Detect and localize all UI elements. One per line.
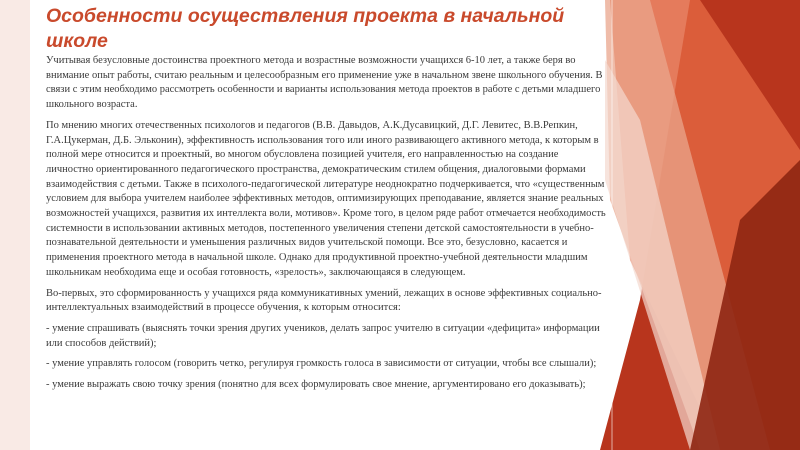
list-item-voice: - умение управлять голосом (говорить четко, регулируя громкость голоса в зависимости от ситуации, чтобы все слышали); xyxy=(46,358,597,370)
slide-body-text xyxy=(46,54,606,399)
list-item-opinion: - умение выражать свою точку зрения (понятно для всех формулировать свое мнение, аргументировано его доказывать); xyxy=(46,379,586,391)
body-paragraph-1: Учитывая безусловные достоинства проектного метода и возрастные возможности учащихся 6-10 лет, а также беря во внимание опыт работы, считаю реальным и целесообразным его применение уже в начальном звене школьного обучения. В связи с этим необходимо рассмотреть особенности и варианты использования метода проектов в работе с детьми младшего школьного возраста. xyxy=(46,55,603,111)
list-item-ask: - умение спрашивать (выяснять точки зрения других учеников, делать запрос учителю в ситуации «дефицита» информации или способов действий); xyxy=(46,322,600,349)
body-paragraph-2: По мнению многих отечественных психологов и педагогов (В.В. Давыдов, А.К.Дусавицкий, Д.Г. Левитес, В.В.Репкин, Г.А.Цукерман, Д.Б. Эльконин), эффективность использования того или иного развивающего активного метода, к которым в полной мере относится и проектный, во многом обусловлена позицией учителя, его направленностью на создание личностно ориентированного педагогического пространства, демократическим стилем общения, диалоговыми формами взаимодействия с детьми. Также в психолого-педагогической литературе неоднократно подчеркивается, что «существенным условием для выбора учителем наиболее эффективных методов, оптимизирующих преподавание, является знание реальных возможностей учащихся, развития их интеллекта воли, мотивов». Кроме того, в целом ряде работ отмечается необходимость системности в использовании активных методов, постепенного увеличения степени детской самостоятельности в учебно-познавательной деятельности и уменьшения различных видов учительской помощи. Все это, безусловно, касается и применения проектного метода в начальной школе. Однако для продуктивной проектно-учебной деятельности младшим школьникам необходима еще и особая готовность, «зрелость», заключающаяся в следующем. xyxy=(46,119,606,278)
slide-title: Особенности осуществления проекта в начальной школе xyxy=(46,5,565,52)
body-paragraph-3: Во-первых, это сформированность у учащихся ряда коммуникативных умений, лежащих в основе эффективных социально-интеллектуальных взаимодействий в процессе обучения, к которым относится: xyxy=(46,287,602,314)
